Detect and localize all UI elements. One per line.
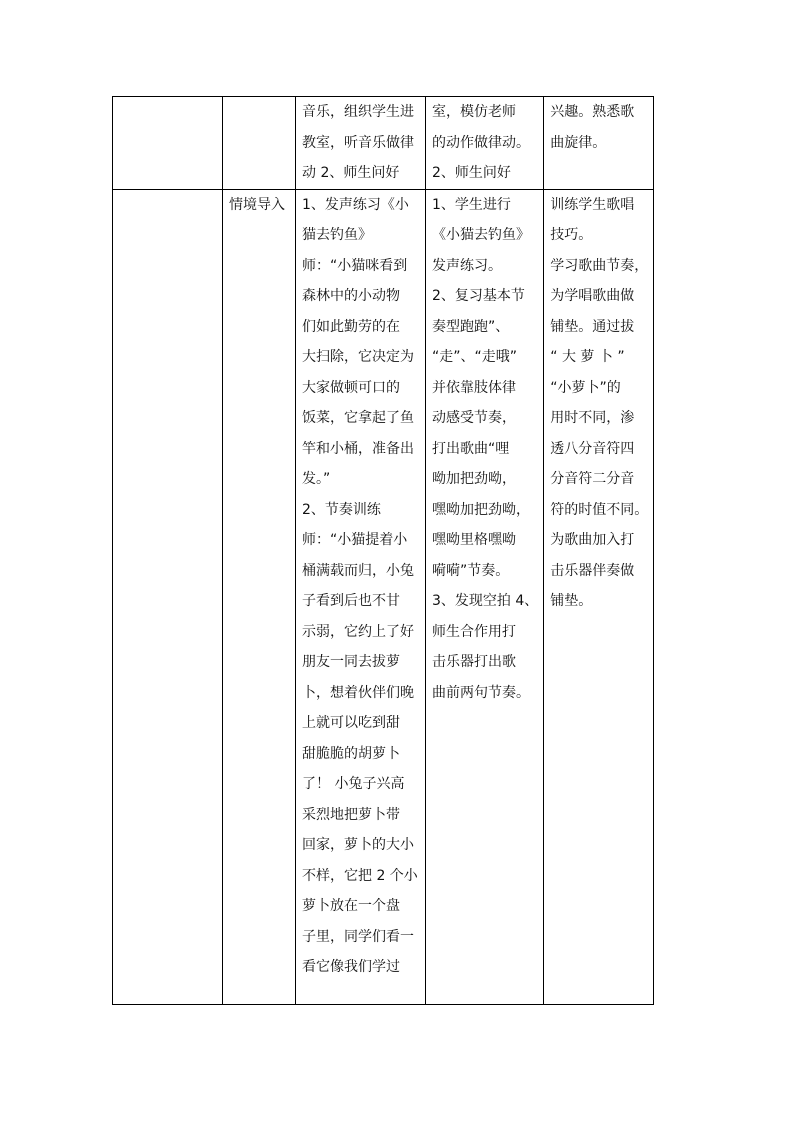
text-line: 铺垫。 — [550, 593, 593, 609]
cell-stage — [113, 97, 223, 190]
text-line: 不样，它把 2 个小 — [302, 867, 418, 884]
text-line: 师生合作用打 — [432, 623, 516, 640]
text-line: 音乐，组织学生进 — [302, 104, 414, 120]
text-line: 透八分音符四 — [550, 440, 635, 457]
cell-phase-label — [223, 189, 296, 1004]
text-line: 上就可以吃到甜 — [302, 715, 400, 731]
cell-student-activity — [426, 189, 544, 1004]
text-line: 甜脆脆的胡萝卜 — [302, 745, 400, 762]
text-line: 子看到后也不甘 — [302, 593, 400, 609]
text-line: 动感受节奏， — [432, 410, 516, 426]
text-line: 曲旋律。 — [550, 134, 607, 151]
text-line: 为学唱歌曲做 — [550, 288, 635, 304]
cell-phase — [223, 97, 296, 190]
text-line: 大家做顿可口的 — [302, 379, 400, 396]
text-line: 并依靠肢体律 — [432, 379, 516, 396]
table-row — [113, 97, 654, 190]
text-line: “走”、“走哦” — [432, 349, 518, 365]
lesson-plan-table — [112, 96, 654, 1005]
table-row — [113, 189, 654, 1004]
text-line: 子里，同学们看一 — [302, 928, 414, 945]
text-line: 采烈地把萝卜带 — [302, 806, 400, 823]
text-line: 学习歌曲节奏， — [550, 257, 649, 274]
text-line: 教室，听音乐做律 — [302, 134, 414, 151]
text-line: 的动作做律动。 — [432, 134, 530, 151]
text-line: 发声练习。 — [432, 257, 502, 274]
text-line: 击乐器伴奏做 — [550, 562, 635, 579]
text-line: 训练学生歌唱 — [550, 196, 635, 213]
text-line: 动 2、师生问好 — [302, 165, 400, 181]
cell-teacher-activity — [296, 189, 426, 1004]
text-line: 大扫除，它决定为 — [302, 349, 414, 365]
text-line: 嘿呦里格嘿呦 — [432, 532, 516, 548]
text-line: 竿和小桶，准备出 — [302, 440, 414, 457]
text-line: 了！ 小兔子兴高 — [302, 776, 405, 792]
text-line: 《小猫去钓鱼》 — [432, 227, 530, 243]
text-line: 打出歌曲“哩 — [432, 440, 510, 457]
text-line: 猫去钓鱼》 — [302, 227, 372, 243]
text-line: 2、节奏训练 — [302, 501, 381, 518]
text-line: 技巧。 — [550, 227, 593, 243]
text-line: 分音符二分音 — [550, 471, 635, 487]
text-line: 们如此勤劳的在 — [302, 318, 400, 335]
phase-label: 情境导入 — [229, 196, 285, 213]
text-line: 奏型跑跑”、 — [432, 318, 510, 335]
text-line: 森林中的小动物 — [302, 288, 400, 304]
text-line: 兴趣。熟悉歌 — [550, 104, 635, 120]
text-line: 1、学生进行 — [432, 196, 511, 213]
text-line: 师：“小猫提着小 — [302, 532, 408, 548]
text-line: 用时不同，渗 — [550, 410, 635, 426]
text-line: 朋友一同去拔萝 — [302, 654, 400, 670]
text-line: 饭菜，它拿起了鱼 — [302, 410, 414, 426]
text-line: “小萝卜”的 — [550, 379, 621, 396]
text-line: 曲前两句节奏。 — [432, 684, 530, 701]
text-line: 师：“小猫咪看到 — [302, 257, 408, 274]
cell-design-intent — [544, 97, 654, 190]
text-line: 卜，想着伙伴们晚 — [302, 684, 414, 701]
text-line: 2、师生问好 — [432, 165, 511, 181]
text-line: 3、发现空拍 4、 — [432, 593, 539, 609]
text-line: 2、复习基本节 — [432, 288, 525, 304]
text-line: 击乐器打出歌 — [432, 654, 516, 670]
text-line: 桶满载而归，小兔 — [302, 562, 414, 579]
text-line: 看它像我们学过 — [302, 959, 400, 975]
text-line: 呦加把劲呦， — [432, 471, 516, 487]
text-line: “ 大 萝 卜 ” — [550, 349, 625, 365]
text-line: 示弱，它约上了好 — [302, 623, 414, 640]
text-line: 回家，萝卜的大小 — [302, 837, 414, 853]
text-line: 铺垫。通过拔 — [550, 318, 635, 335]
text-line: 发。” — [302, 471, 331, 487]
text-line: 嘿呦加把劲呦， — [432, 501, 530, 518]
text-line: 为歌曲加入打 — [550, 532, 635, 548]
text-line: 萝卜放在一个盘 — [302, 898, 400, 914]
cell-teacher-activity — [296, 97, 426, 190]
text-line: 符的时值不同。 — [550, 501, 649, 518]
cell-student-activity — [426, 97, 544, 190]
text-line: 嗬嗬”节奏。 — [432, 562, 510, 579]
cell-design-intent — [544, 189, 654, 1004]
text-line: 1、发声练习《小 — [302, 196, 409, 213]
cell-stage — [113, 189, 223, 1004]
text-line: 室，模仿老师 — [432, 104, 516, 120]
